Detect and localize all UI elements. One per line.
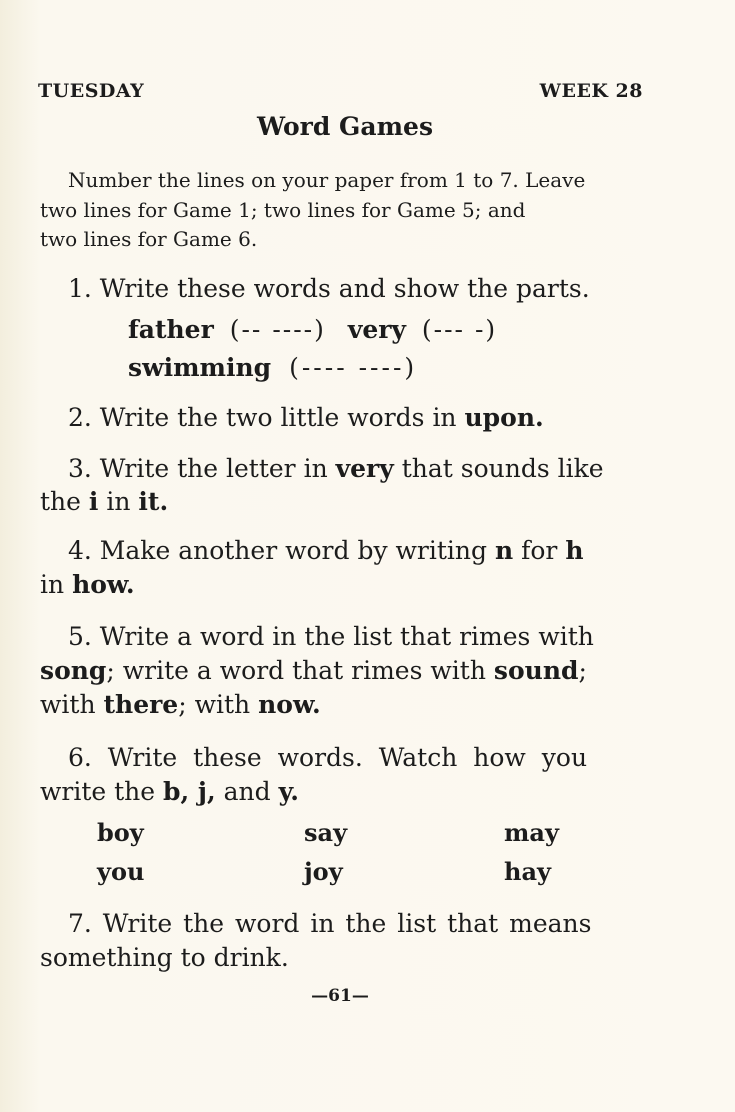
game-5-text-c: ; write a word that rimes with [106, 656, 486, 685]
game-4-text-e: in [40, 570, 65, 599]
very-parts: (--- -) [421, 315, 498, 344]
game-5-text-e: ; [578, 656, 587, 685]
word-it: it. [138, 487, 169, 516]
game-1-instruction: 1. Write these words and show the parts. [68, 274, 590, 303]
game-6-line-1: 6. Write these words. Watch how you [68, 743, 588, 772]
game-4-text-a: 4. Make another word by writing [68, 536, 488, 565]
game-5-line-1: 5. Write a word in the list that rimes with [68, 622, 594, 651]
letters-b-j: b, j, [163, 777, 216, 806]
game-6-text-b: write the [40, 777, 156, 806]
letter-h: h [565, 536, 584, 565]
word-father: father [128, 315, 214, 344]
day-heading: TUESDAY [38, 80, 145, 102]
game-2-text: 2. Write the two little words in [68, 403, 457, 432]
game-5-line-2 [40, 656, 587, 685]
game-1-words-row-2 [128, 353, 417, 382]
word-may: may [504, 818, 559, 847]
game-3-line-1 [68, 454, 604, 483]
game-6-line-2 [40, 777, 299, 806]
game-2-instruction [68, 403, 544, 432]
word-say: say [304, 818, 348, 847]
instructions-line-2: two lines for Game 1; two lines for Game 5; and [40, 197, 526, 222]
word-very: very [347, 315, 406, 344]
word-boy: boy [97, 818, 144, 847]
game-7-line-1: 7. Write the word in the list that means [68, 909, 592, 938]
game-4-text-c: for [521, 536, 558, 565]
letter-y: y. [278, 777, 299, 806]
game-4-line-2 [40, 570, 135, 599]
instructions-line-3: two lines for Game 6. [40, 227, 258, 251]
game-7-line-2: something to drink. [40, 943, 289, 972]
game-5-line-3 [40, 690, 321, 719]
father-parts: (-- ----) [229, 315, 326, 344]
game-6-text-d: and [223, 777, 271, 806]
word-hay: hay [504, 857, 551, 886]
letter-i: i [88, 487, 99, 516]
word-upon: upon. [464, 403, 544, 432]
word-swimming: swimming [128, 353, 272, 382]
word-sound: sound [493, 656, 579, 685]
word-you: you [97, 857, 145, 886]
word-very-2: very [335, 454, 394, 483]
game-3-text-a: 3. Write the letter in [68, 454, 328, 483]
game-3-text-d: the [40, 487, 81, 516]
game-1-words-row-1 [128, 315, 497, 344]
word-now: now. [258, 690, 321, 719]
game-3-text-f: in [106, 487, 131, 516]
letter-n: n [494, 536, 514, 565]
game-4-line-1 [68, 536, 584, 565]
word-joy: joy [304, 857, 343, 886]
word-how: how. [72, 570, 135, 599]
instructions-line-1: Number the lines on your paper from 1 to 7. Leave [68, 168, 586, 192]
word-song: song [40, 656, 107, 685]
instructions-paragraph [40, 166, 644, 255]
page-number: —61— [311, 986, 369, 1006]
game-3-text-c: that sounds like [401, 454, 604, 483]
word-there: there [103, 690, 179, 719]
game-5-text-h: ; with [178, 690, 251, 719]
swimming-parts: (---- ----) [289, 353, 418, 382]
week-heading: WEEK 28 [539, 80, 643, 102]
page-title: Word Games [256, 112, 434, 141]
game-5-text-f: with [40, 690, 96, 719]
game-3-line-2 [40, 487, 168, 516]
